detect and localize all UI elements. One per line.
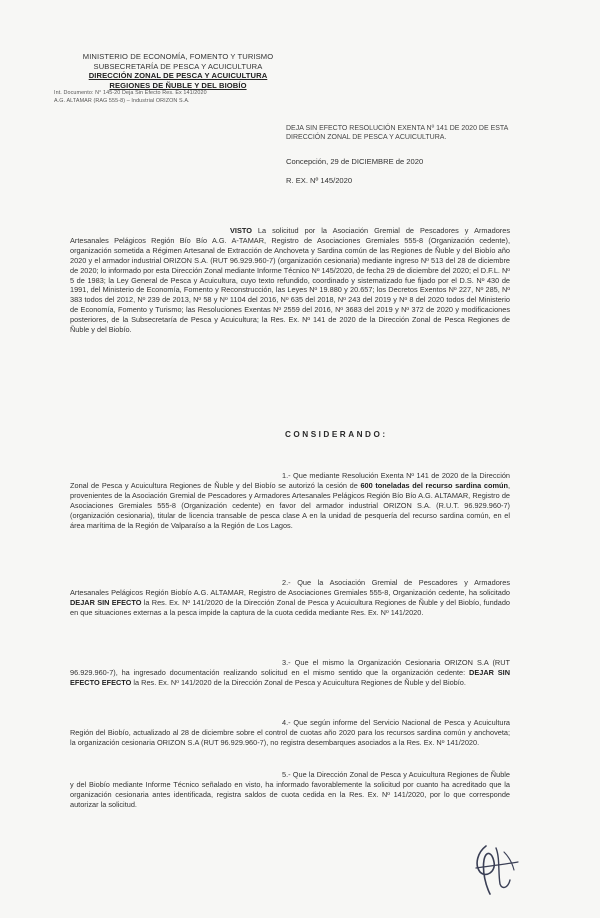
considerando-title: CONSIDERANDO: [285,430,388,439]
considerando-number: 3.- [282,658,291,667]
considerando-bold: DEJAR SIN EFECTO EFECTO [70,667,510,687]
considerando-text-after: la Res. Ex. Nº 141/2020 de la Dirección Zonal de Pesca y Acuicultura Regiones de Ñuble y del Biobío. [131,677,466,687]
considerando-text-after: , provenientes de la Asociación Gremial de Pescadores y Armadores Artesanales Pelágicos Región Bío Bío A.G. ALTAMAR, Registro de Asociaciones Gremiales 555-8 (Organización cedente) en favor del armador industrial ORIZON S.A. (R.U.T. 96.929.960-7) (organización cesionaria), titular de licencia transable de pesca clase A en la unidad de pesquería del recurso sardina común, en el área marítima de la Región de Valparaíso a la Región de Los Lagos. [70,480,510,530]
considerando-3 [70,658,510,688]
ministry-name: MINISTERIO DE ECONOMÍA, FOMENTO Y TURISMO [82,52,274,61]
considerando-number: 1.- [282,471,291,480]
considerando-number: 5.- [282,770,291,779]
considerando-number: 2.- [282,578,291,587]
considerando-text: Que mediante Resolución Exenta Nº 141 de 2020 de la Dirección Zonal de Pesca y Acuicultura Regiones de Ñuble y del Biobío se autorizó la cesión de [70,471,510,490]
institution-header [54,52,298,105]
resolution-subject: DEJA SIN EFECTO RESOLUCIÓN EXENTA Nº 141 DE 2020 DE ESTA DIRECCIÓN ZONAL DE PESCA Y ACUICULTURA. [286,125,508,142]
considerando-bold: 600 toneladas del recurso sardina común [360,480,508,490]
considerando-text: Que la Dirección Zonal de Pesca y Acuicultura Regiones de Ñuble y del Biobío mediante Informe Técnico señalado en visto, ha informado favorablemente la solicitud por cuanto ha acreditado que la organización cesionaria antes identificada, registra saldos de cuota cedida en la Res. Ex. Nº 141/2020, por lo que corresponde autorizar la solicitud. [70,770,510,809]
visto-text: La solicitud por la Asociación Gremial de Pescadores y Armadores Artesanales Pelágicos Región Bío Bío A.G. A-TAMAR, Registro de Asociaciones Gremiales 555-8 (Organización cedente), organización sometida a Régimen Artesanal de Extracción de Anchoveta y Sardina común de las Regiones de Ñuble y del Biobío año 2020 y el armador industrial ORIZON S.A. (RUT 96.929.960-7) (organización cesionaria) mediante ingreso Nº 513 del 28 de diciembre de 2020; lo informado por esta Dirección Zonal mediante Informe Técnico Nº 145/2020, de fecha 29 de diciembre del 2020; el D.F.L. Nº 5 de 1983; la Ley General de Pesca y Acuicultura, cuyo texto refundido, coordinado y sistematizado fue fijado por el D.S. Nº 430 de 1991, del Ministerio de Economía, Fomento y Reconstrucción, las Leyes Nº 19.880 y 20.657; los Decretos Exentos Nº 227, Nº 285, Nº 383 todos del 2012, Nº 239 de 2013, Nº 58 y Nº 1104 del 2016, Nº 635 del 2018, Nº 243 del 2019 y Nº 8 del 2020 todos del Ministerio de Economía, Fomento y Turismo; las Resoluciones Exentas Nº 2559 del 2016, Nº 3683 del 2019 y Nº 372 de 2020 y modificaciones posteriores, de la Subsecretaría de Pesca y Acuicultura; la Res. Ex. Nº 141 de 2020 de la Dirección Zonal de Pesca Regiones de Ñuble y del Biobío. [70,226,510,335]
considerando-text-after: la Res. Ex. Nº 141/2020 de la Dirección Zonal de Pesca y Acuicultura Regiones de Ñuble y del Biobío, fundado en que situaciones externas a la pesca impide la captura de la cuota cedida mediante Res. Ex. Nº 141/2020. [70,597,510,617]
direccion-name: DIRECCIÓN ZONAL DE PESCA Y ACUICULTURA [88,71,268,81]
considerando-2 [70,578,510,618]
considerando-1 [70,471,510,530]
considerando-bold: DEJAR SIN EFECTO [70,597,142,607]
considerando-4 [70,718,510,748]
considerando-text: Que la Asociación Gremial de Pescadores y Armadores Artesanales Pelágicos Región Biobío A.G. ALTAMAR, Registro de Asociaciones Gremiales 555-8, Organización cedente, ha solicitado [70,578,510,597]
considerando-number: 4.- [282,718,291,727]
handwritten-signature [456,838,536,898]
considerando-text: Que el mismo la Organización Cesionaria ORIZON S.A (RUT 96.929.960-7), ha ingresado documentación realizando solicitud en el mismo sentido que la organización cedente: [70,658,510,677]
considerando-text: Que según informe del Servicio Nacional de Pesca y Acuicultura Región del Biobío, actualizado al 28 de diciembre sobre el control de cuotas año 2020 para los recursos sardina común y anchoveta; la organización cesionaria ORIZON S.A (RUT 96.929.960-7), no registra desembarques asociados a la Res. Ex. Nº 141/2020. [70,718,510,747]
subsecretaria-name: SUBSECRETARÍA DE PESCA Y ACUICULTURA [93,61,263,71]
resolution-number: R. EX. Nº 145/2020 [286,176,353,185]
place-date: Concepción, 29 de DICIEMBRE de 2020 [286,157,424,166]
reference-line-2: A.G. ALTAMAR (RAG 555-8) – Industrial ORIZON S.A. [54,97,190,104]
visto-label: VISTO [230,226,252,235]
reference-line-1: Int. Documento: N° 145-20 Deja Sin Efecto Res. Ex 141/2020 [54,90,207,97]
considerando-5 [70,770,510,810]
regiones-name: REGIONES DE ÑUBLE Y DEL BIOBÍO [109,80,247,90]
visto-paragraph [70,226,510,335]
